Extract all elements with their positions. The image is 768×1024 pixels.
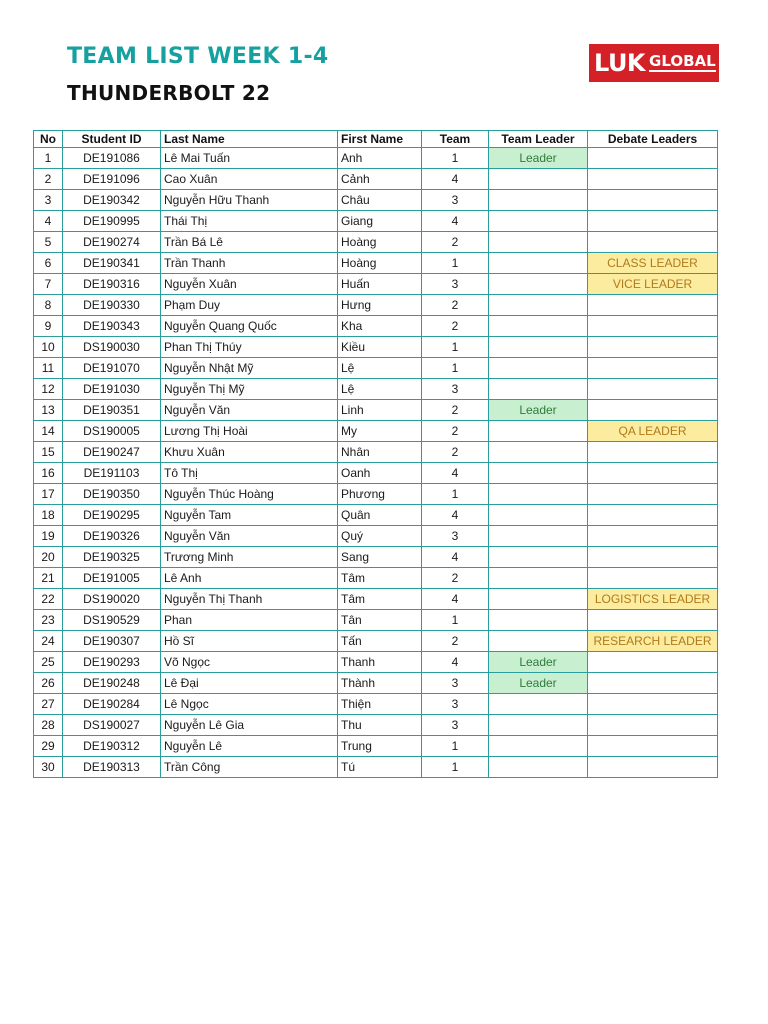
cell-student-id: DE190284 (63, 694, 161, 715)
cell-debate-leader: QA LEADER (588, 421, 718, 442)
cell-team: 3 (422, 379, 489, 400)
table-header-row (34, 131, 718, 148)
cell-no: 20 (34, 547, 63, 568)
cell-student-id: DE191005 (63, 568, 161, 589)
cell-student-id: DS190030 (63, 337, 161, 358)
cell-debate-leader (588, 652, 718, 673)
cell-debate-leader (588, 316, 718, 337)
cell-student-id: DE190326 (63, 526, 161, 547)
cell-last-name: Lê Anh (161, 568, 338, 589)
cell-last-name: Nguyễn Thị Thanh (161, 589, 338, 610)
column-header-last-name: Last Name (161, 131, 338, 148)
cell-team: 2 (422, 568, 489, 589)
table-row (34, 295, 718, 316)
cell-first-name: Nhân (338, 442, 422, 463)
cell-student-id: DE190350 (63, 484, 161, 505)
cell-student-id: DE191070 (63, 358, 161, 379)
cell-debate-leader: CLASS LEADER (588, 253, 718, 274)
cell-first-name: Thiện (338, 694, 422, 715)
cell-no: 15 (34, 442, 63, 463)
cell-team: 1 (422, 337, 489, 358)
table-row (34, 421, 718, 442)
cell-last-name: Nguyễn Xuân (161, 274, 338, 295)
cell-debate-leader (588, 610, 718, 631)
cell-student-id: DE190293 (63, 652, 161, 673)
cell-team: 1 (422, 484, 489, 505)
cell-student-id: DE190313 (63, 757, 161, 778)
cell-team: 4 (422, 463, 489, 484)
table-row (34, 169, 718, 190)
cell-student-id: DE190312 (63, 736, 161, 757)
cell-last-name: Trần Bá Lê (161, 232, 338, 253)
cell-no: 7 (34, 274, 63, 295)
cell-team-leader (489, 757, 588, 778)
cell-first-name: Quân (338, 505, 422, 526)
cell-first-name: Anh (338, 148, 422, 169)
cell-team-leader (489, 463, 588, 484)
cell-team-leader (489, 169, 588, 190)
cell-last-name: Võ Ngọc (161, 652, 338, 673)
cell-first-name: Giang (338, 211, 422, 232)
cell-first-name: Tấn (338, 631, 422, 652)
cell-no: 27 (34, 694, 63, 715)
cell-team: 4 (422, 589, 489, 610)
cell-debate-leader (588, 148, 718, 169)
cell-debate-leader (588, 715, 718, 736)
cell-student-id: DE190995 (63, 211, 161, 232)
column-header-debate-leaders: Debate Leaders (588, 131, 718, 148)
cell-first-name: Hoàng (338, 232, 422, 253)
cell-no: 11 (34, 358, 63, 379)
cell-debate-leader (588, 337, 718, 358)
cell-debate-leader (588, 463, 718, 484)
table-row (34, 757, 718, 778)
cell-first-name: Huấn (338, 274, 422, 295)
cell-first-name: Lệ (338, 379, 422, 400)
cell-debate-leader (588, 673, 718, 694)
table-row (34, 148, 718, 169)
cell-first-name: Phương (338, 484, 422, 505)
cell-team-leader: Leader (489, 400, 588, 421)
table-row (34, 442, 718, 463)
table-row (34, 568, 718, 589)
cell-last-name: Lê Mai Tuấn (161, 148, 338, 169)
cell-no: 5 (34, 232, 63, 253)
cell-first-name: My (338, 421, 422, 442)
cell-first-name: Kiều (338, 337, 422, 358)
cell-first-name: Quý (338, 526, 422, 547)
cell-no: 4 (34, 211, 63, 232)
cell-team: 4 (422, 652, 489, 673)
cell-team: 2 (422, 316, 489, 337)
logo-text-luk: LUK (594, 49, 646, 77)
cell-first-name: Tân (338, 610, 422, 631)
logo-text-global: GLOBAL (649, 52, 716, 70)
cell-debate-leader (588, 505, 718, 526)
cell-last-name: Phạm Duy (161, 295, 338, 316)
cell-no: 23 (34, 610, 63, 631)
cell-student-id: DE191086 (63, 148, 161, 169)
cell-no: 16 (34, 463, 63, 484)
cell-team: 3 (422, 190, 489, 211)
cell-student-id: DE191030 (63, 379, 161, 400)
cell-last-name: Thái Thị (161, 211, 338, 232)
table-row (34, 715, 718, 736)
cell-last-name: Nguyễn Thị Mỹ (161, 379, 338, 400)
cell-last-name: Trần Thanh (161, 253, 338, 274)
cell-last-name: Khưu Xuân (161, 442, 338, 463)
cell-student-id: DE191103 (63, 463, 161, 484)
cell-team-leader (489, 253, 588, 274)
table-row (34, 610, 718, 631)
cell-last-name: Lê Ngọc (161, 694, 338, 715)
cell-team-leader (489, 421, 588, 442)
cell-team-leader (489, 505, 588, 526)
luk-global-logo (589, 44, 719, 82)
cell-debate-leader (588, 442, 718, 463)
cell-team: 4 (422, 505, 489, 526)
cell-first-name: Kha (338, 316, 422, 337)
cell-student-id: DS190005 (63, 421, 161, 442)
table-row (34, 358, 718, 379)
cell-team-leader (489, 379, 588, 400)
cell-last-name: Nguyễn Thúc Hoàng (161, 484, 338, 505)
page-title: TEAM LIST WEEK 1-4 (67, 44, 329, 69)
cell-first-name: Hưng (338, 295, 422, 316)
cell-student-id: DE190330 (63, 295, 161, 316)
cell-team-leader (489, 358, 588, 379)
cell-debate-leader (588, 295, 718, 316)
table-row (34, 463, 718, 484)
cell-team: 3 (422, 274, 489, 295)
cell-debate-leader (588, 400, 718, 421)
cell-team-leader: Leader (489, 148, 588, 169)
cell-student-id: DE190343 (63, 316, 161, 337)
cell-debate-leader (588, 232, 718, 253)
cell-team-leader: Leader (489, 673, 588, 694)
cell-no: 14 (34, 421, 63, 442)
table-row (34, 589, 718, 610)
cell-first-name: Thanh (338, 652, 422, 673)
cell-no: 1 (34, 148, 63, 169)
table-row (34, 505, 718, 526)
table-row (34, 547, 718, 568)
cell-student-id: DS190027 (63, 715, 161, 736)
cell-first-name: Oanh (338, 463, 422, 484)
team-list-table (33, 130, 718, 778)
cell-student-id: DE190325 (63, 547, 161, 568)
cell-team-leader (489, 526, 588, 547)
table-row (34, 526, 718, 547)
cell-team: 4 (422, 547, 489, 568)
cell-team: 4 (422, 211, 489, 232)
cell-team: 4 (422, 169, 489, 190)
column-header-student-id: Student ID (63, 131, 161, 148)
cell-team: 1 (422, 736, 489, 757)
cell-team: 3 (422, 673, 489, 694)
cell-team-leader (489, 547, 588, 568)
cell-team-leader (489, 337, 588, 358)
cell-team: 2 (422, 631, 489, 652)
cell-team-leader (489, 211, 588, 232)
cell-no: 21 (34, 568, 63, 589)
table-row (34, 274, 718, 295)
cell-no: 6 (34, 253, 63, 274)
cell-team: 2 (422, 232, 489, 253)
cell-student-id: DE190248 (63, 673, 161, 694)
cell-team-leader (489, 715, 588, 736)
cell-team-leader (489, 190, 588, 211)
cell-debate-leader (588, 736, 718, 757)
cell-first-name: Hoàng (338, 253, 422, 274)
cell-no: 12 (34, 379, 63, 400)
cell-last-name: Cao Xuân (161, 169, 338, 190)
cell-student-id: DE190307 (63, 631, 161, 652)
cell-no: 3 (34, 190, 63, 211)
cell-no: 10 (34, 337, 63, 358)
cell-last-name: Nguyễn Văn (161, 400, 338, 421)
cell-debate-leader (588, 694, 718, 715)
cell-first-name: Thu (338, 715, 422, 736)
cell-debate-leader: LOGISTICS LEADER (588, 589, 718, 610)
cell-last-name: Tô Thị (161, 463, 338, 484)
cell-first-name: Châu (338, 190, 422, 211)
column-header-first-name: First Name (338, 131, 422, 148)
cell-debate-leader: RESEARCH LEADER (588, 631, 718, 652)
cell-team-leader (489, 589, 588, 610)
cell-team: 2 (422, 400, 489, 421)
cell-team-leader (489, 568, 588, 589)
cell-student-id: DS190529 (63, 610, 161, 631)
cell-team-leader: Leader (489, 652, 588, 673)
cell-no: 13 (34, 400, 63, 421)
cell-debate-leader (588, 190, 718, 211)
table-row (34, 232, 718, 253)
cell-no: 26 (34, 673, 63, 694)
table-row (34, 484, 718, 505)
cell-debate-leader (588, 169, 718, 190)
cell-team: 3 (422, 526, 489, 547)
cell-last-name: Hồ Sĩ (161, 631, 338, 652)
cell-team-leader (489, 631, 588, 652)
cell-first-name: Cảnh (338, 169, 422, 190)
cell-team: 1 (422, 757, 489, 778)
cell-student-id: DE190351 (63, 400, 161, 421)
table-row (34, 652, 718, 673)
page-subtitle: THUNDERBOLT 22 (67, 81, 271, 105)
cell-team: 1 (422, 148, 489, 169)
cell-team: 2 (422, 295, 489, 316)
cell-no: 19 (34, 526, 63, 547)
cell-first-name: Tâm (338, 568, 422, 589)
cell-first-name: Sang (338, 547, 422, 568)
table-row (34, 736, 718, 757)
column-header-no: No (34, 131, 63, 148)
cell-last-name: Nguyễn Văn (161, 526, 338, 547)
cell-debate-leader (588, 568, 718, 589)
cell-first-name: Trung (338, 736, 422, 757)
cell-no: 25 (34, 652, 63, 673)
cell-team-leader (489, 232, 588, 253)
cell-team: 2 (422, 442, 489, 463)
cell-last-name: Trương Minh (161, 547, 338, 568)
table-row (34, 316, 718, 337)
cell-student-id: DE190316 (63, 274, 161, 295)
cell-first-name: Thành (338, 673, 422, 694)
table-body (34, 148, 718, 778)
cell-student-id: DE190295 (63, 505, 161, 526)
cell-last-name: Lê Đại (161, 673, 338, 694)
cell-first-name: Tú (338, 757, 422, 778)
cell-team-leader (489, 442, 588, 463)
cell-last-name: Nguyễn Tam (161, 505, 338, 526)
cell-no: 9 (34, 316, 63, 337)
cell-debate-leader: VICE LEADER (588, 274, 718, 295)
column-header-team-leader: Team Leader (489, 131, 588, 148)
cell-last-name: Nguyễn Nhật Mỹ (161, 358, 338, 379)
cell-no: 29 (34, 736, 63, 757)
cell-no: 30 (34, 757, 63, 778)
cell-student-id: DS190020 (63, 589, 161, 610)
table-row (34, 379, 718, 400)
cell-debate-leader (588, 484, 718, 505)
cell-no: 2 (34, 169, 63, 190)
table-row (34, 190, 718, 211)
table-row (34, 631, 718, 652)
cell-team-leader (489, 736, 588, 757)
cell-last-name: Nguyễn Lê (161, 736, 338, 757)
cell-last-name: Trần Công (161, 757, 338, 778)
cell-first-name: Linh (338, 400, 422, 421)
cell-no: 22 (34, 589, 63, 610)
cell-team-leader (489, 274, 588, 295)
table-row (34, 400, 718, 421)
cell-student-id: DE190274 (63, 232, 161, 253)
table-row (34, 673, 718, 694)
cell-student-id: DE190342 (63, 190, 161, 211)
cell-last-name: Phan (161, 610, 338, 631)
cell-last-name: Nguyễn Quang Quốc (161, 316, 338, 337)
cell-last-name: Nguyễn Lê Gia (161, 715, 338, 736)
cell-student-id: DE191096 (63, 169, 161, 190)
table-row (34, 253, 718, 274)
cell-debate-leader (588, 757, 718, 778)
cell-debate-leader (588, 526, 718, 547)
cell-team: 3 (422, 715, 489, 736)
cell-team-leader (489, 316, 588, 337)
table-row (34, 694, 718, 715)
cell-team: 3 (422, 694, 489, 715)
cell-no: 18 (34, 505, 63, 526)
cell-last-name: Phan Thị Thúy (161, 337, 338, 358)
cell-debate-leader (588, 211, 718, 232)
cell-team-leader (489, 694, 588, 715)
cell-no: 24 (34, 631, 63, 652)
cell-team: 2 (422, 421, 489, 442)
cell-no: 8 (34, 295, 63, 316)
cell-debate-leader (588, 379, 718, 400)
cell-team-leader (489, 484, 588, 505)
cell-last-name: Nguyễn Hữu Thanh (161, 190, 338, 211)
cell-debate-leader (588, 358, 718, 379)
table-row (34, 211, 718, 232)
cell-team: 1 (422, 358, 489, 379)
column-header-team: Team (422, 131, 489, 148)
cell-student-id: DE190247 (63, 442, 161, 463)
cell-debate-leader (588, 547, 718, 568)
cell-team-leader (489, 295, 588, 316)
cell-last-name: Lương Thị Hoài (161, 421, 338, 442)
cell-student-id: DE190341 (63, 253, 161, 274)
cell-no: 28 (34, 715, 63, 736)
cell-team-leader (489, 610, 588, 631)
cell-team: 1 (422, 610, 489, 631)
cell-first-name: Tâm (338, 589, 422, 610)
table-row (34, 337, 718, 358)
cell-first-name: Lệ (338, 358, 422, 379)
cell-team: 1 (422, 253, 489, 274)
cell-no: 17 (34, 484, 63, 505)
